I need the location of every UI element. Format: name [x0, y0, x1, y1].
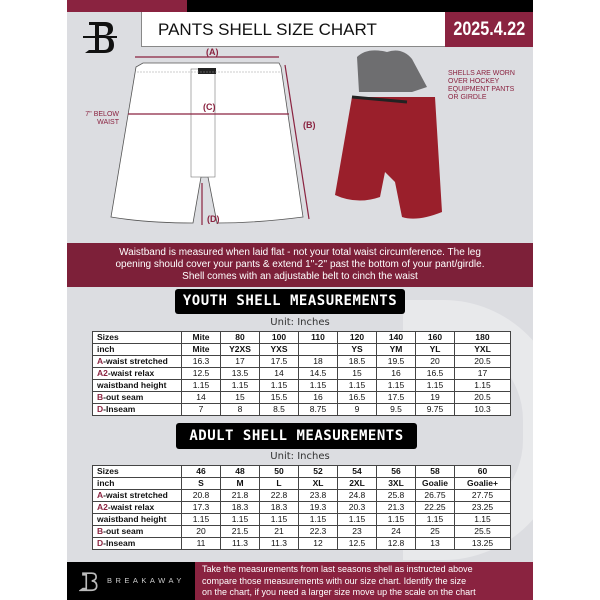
- row-label: [93, 368, 182, 380]
- table-row: [93, 514, 511, 526]
- table-row: [93, 380, 511, 392]
- table-cell: 14: [182, 392, 221, 404]
- footer-instructions: [195, 562, 533, 600]
- table-cell: 22.8: [260, 490, 299, 502]
- youth-unit-label: Unit: Inches: [270, 317, 330, 328]
- table-cell: 27.75: [455, 490, 511, 502]
- date-text: 2025.4.22: [453, 19, 525, 40]
- table-cell: 1.15: [455, 514, 511, 526]
- table-cell: 14.5: [299, 368, 338, 380]
- table-row: [93, 332, 511, 344]
- table-cell: 12: [299, 538, 338, 550]
- measure-letter: A: [97, 490, 104, 500]
- below-waist-note: 7'' BELOW WAIST: [85, 111, 119, 126]
- top-black-bar: [187, 0, 533, 12]
- table-cell: 20.3: [338, 502, 377, 514]
- table-cell: 20.8: [182, 490, 221, 502]
- table-cell: 17.5: [260, 356, 299, 368]
- table-cell: 1.15: [260, 380, 299, 392]
- footer-line: on the chart, if you need a larger size move up the scale on the chart: [202, 587, 476, 597]
- table-cell: 11: [182, 538, 221, 550]
- table-cell: 1.15: [416, 514, 455, 526]
- table-cell: 19.5: [377, 356, 416, 368]
- table-cell: 16.5: [416, 368, 455, 380]
- table-cell: 16: [299, 392, 338, 404]
- table-cell: 25.5: [455, 526, 511, 538]
- page-title: PANTS SHELL SIZE CHART: [158, 20, 377, 39]
- adult-size-table: [92, 465, 511, 550]
- table-cell: 23.25: [455, 502, 511, 514]
- table-cell: 160: [416, 332, 455, 344]
- table-cell: Mite: [182, 344, 221, 356]
- row-label: [93, 490, 182, 502]
- label-b: (B): [303, 120, 316, 130]
- table-cell: 16.3: [182, 356, 221, 368]
- table-row: [93, 490, 511, 502]
- row-label-text: -Inseam: [103, 538, 136, 548]
- row-label-text: waistband height: [97, 514, 167, 524]
- row-label-text: -Inseam: [103, 404, 136, 414]
- table-cell: 22.25: [416, 502, 455, 514]
- table-cell: 25.8: [377, 490, 416, 502]
- table-row: [93, 466, 511, 478]
- table-cell: 2XL: [338, 478, 377, 490]
- label-a: (A): [206, 47, 219, 57]
- table-cell: 18.3: [221, 502, 260, 514]
- table-cell: 21: [260, 526, 299, 538]
- youth-section-title: YOUTH SHELL MEASUREMENTS: [175, 289, 405, 314]
- title-box: [141, 12, 445, 47]
- banner-line: opening should cover your pants & extend 1''-2'' past the bottom of your pant/girdle.: [115, 259, 485, 270]
- table-cell: 110: [299, 332, 338, 344]
- table-cell: 48: [221, 466, 260, 478]
- table-row: [93, 368, 511, 380]
- table-cell: 1.15: [299, 514, 338, 526]
- table-cell: 21.5: [221, 526, 260, 538]
- row-label: [93, 344, 182, 356]
- row-label-text: Sizes: [97, 332, 119, 342]
- row-label: [93, 514, 182, 526]
- table-cell: Y2XS: [221, 344, 260, 356]
- table-cell: YXL: [455, 344, 511, 356]
- adult-unit-label: Unit: Inches: [270, 451, 330, 462]
- table-cell: 1.15: [221, 514, 260, 526]
- table-row: [93, 478, 511, 490]
- row-label: [93, 526, 182, 538]
- table-cell: Goalie+: [455, 478, 511, 490]
- table-cell: 12.5: [338, 538, 377, 550]
- table-cell: 8: [221, 404, 260, 416]
- row-label: [93, 356, 182, 368]
- row-label-text: inch: [97, 478, 115, 488]
- table-cell: YM: [377, 344, 416, 356]
- table-cell: 19: [416, 392, 455, 404]
- table-row: [93, 526, 511, 538]
- table-cell: 21.3: [377, 502, 416, 514]
- table-cell: 1.15: [299, 380, 338, 392]
- table-cell: 1.15: [182, 380, 221, 392]
- table-cell: YXS: [260, 344, 299, 356]
- table-cell: 20: [182, 526, 221, 538]
- table-cell: 21.8: [221, 490, 260, 502]
- measure-letter: D: [97, 538, 104, 548]
- row-label: [93, 404, 182, 416]
- table-cell: 60: [455, 466, 511, 478]
- table-cell: 23: [338, 526, 377, 538]
- table-cell: 3XL: [377, 478, 416, 490]
- table-cell: 23.8: [299, 490, 338, 502]
- row-label-text: -out seam: [103, 392, 144, 402]
- row-label-text: -out seam: [103, 526, 144, 536]
- table-cell: Mite: [182, 332, 221, 344]
- table-cell: 140: [377, 332, 416, 344]
- table-cell: 14: [260, 368, 299, 380]
- table-cell: 120: [338, 332, 377, 344]
- table-cell: 180: [455, 332, 511, 344]
- shell-note: SHELLS ARE WORN OVER HOCKEY EQUIPMENT PANTS OR GIRDLE: [448, 70, 515, 101]
- row-label: [93, 478, 182, 490]
- table-cell: 11.3: [221, 538, 260, 550]
- row-label-text: -waist stretched: [103, 356, 168, 366]
- table-cell: 18.5: [338, 356, 377, 368]
- table-cell: YS: [338, 344, 377, 356]
- top-accent-bar: [67, 0, 187, 12]
- row-label: [93, 538, 182, 550]
- diagram: [67, 47, 533, 243]
- table-cell: 1.15: [377, 380, 416, 392]
- banner-line: Shell comes with an adjustable belt to cinch the waist: [182, 271, 418, 282]
- table-cell: 20: [416, 356, 455, 368]
- table-cell: 13.5: [221, 368, 260, 380]
- table-row: [93, 404, 511, 416]
- row-label-text: waistband height: [97, 380, 167, 390]
- table-cell: 52: [299, 466, 338, 478]
- table-cell: 15: [338, 368, 377, 380]
- table-cell: 12.5: [182, 368, 221, 380]
- table-cell: 46: [182, 466, 221, 478]
- brand-name: BREAKAWAY: [107, 576, 185, 585]
- table-cell: 7: [182, 404, 221, 416]
- table-cell: 80: [221, 332, 260, 344]
- table-cell: 24: [377, 526, 416, 538]
- table-cell: 18.3: [260, 502, 299, 514]
- table-cell: 8.75: [299, 404, 338, 416]
- breakaway-logo-icon: [79, 571, 99, 593]
- table-cell: L: [260, 478, 299, 490]
- measure-letter: B: [97, 392, 104, 402]
- table-cell: 18: [299, 356, 338, 368]
- measure-letter: A2: [97, 502, 108, 512]
- table-cell: 100: [260, 332, 299, 344]
- table-cell: 17: [221, 356, 260, 368]
- table-cell: 19.3: [299, 502, 338, 514]
- table-cell: 54: [338, 466, 377, 478]
- table-cell: 12.8: [377, 538, 416, 550]
- table-cell: S: [182, 478, 221, 490]
- table-cell: 56: [377, 466, 416, 478]
- youth-size-table: [92, 331, 511, 416]
- table-cell: 20.5: [455, 356, 511, 368]
- table-cell: 1.15: [455, 380, 511, 392]
- measure-letter: B: [97, 526, 104, 536]
- row-label: [93, 392, 182, 404]
- measurement-info-banner: [67, 243, 533, 287]
- table-cell: 22.3: [299, 526, 338, 538]
- table-row: [93, 502, 511, 514]
- table-cell: 58: [416, 466, 455, 478]
- table-cell: 20.5: [455, 392, 511, 404]
- measure-letter: A: [97, 356, 104, 366]
- footer-brand: [67, 562, 195, 600]
- table-cell: YL: [416, 344, 455, 356]
- table-cell: 1.15: [338, 380, 377, 392]
- table-cell: 26.75: [416, 490, 455, 502]
- row-label-text: -waist relax: [107, 368, 155, 378]
- row-label-text: -waist stretched: [103, 490, 168, 500]
- table-cell: 11.3: [260, 538, 299, 550]
- footer-line: Take the measurements from last seasons shell as instructed above: [202, 564, 473, 574]
- table-row: [93, 344, 511, 356]
- table-cell: XL: [299, 478, 338, 490]
- measure-letter: A2: [97, 368, 108, 378]
- table-cell: 15.5: [260, 392, 299, 404]
- row-label: [93, 332, 182, 344]
- label-c: (C): [203, 102, 216, 112]
- table-row: [93, 392, 511, 404]
- footer-line: compare those measurements with our size chart. Identify the size: [202, 575, 467, 586]
- table-cell: 1.15: [182, 514, 221, 526]
- table-cell: 1.15: [260, 514, 299, 526]
- row-label: [93, 502, 182, 514]
- table-cell: 1.15: [377, 514, 416, 526]
- table-cell: 9: [338, 404, 377, 416]
- table-cell: 25: [416, 526, 455, 538]
- table-cell: 10.3: [455, 404, 511, 416]
- row-label-text: -waist relax: [107, 502, 155, 512]
- date-badge: [445, 12, 533, 47]
- table-row: [93, 356, 511, 368]
- size-chart-page: [67, 0, 533, 600]
- row-label-text: inch: [97, 344, 115, 354]
- table-cell: 24.8: [338, 490, 377, 502]
- table-cell: 17.3: [182, 502, 221, 514]
- table-cell: Goalie: [416, 478, 455, 490]
- table-cell: 13: [416, 538, 455, 550]
- table-cell: 17.5: [377, 392, 416, 404]
- table-cell: 8.5: [260, 404, 299, 416]
- row-label: [93, 466, 182, 478]
- table-cell: 15: [221, 392, 260, 404]
- table-cell: 13.25: [455, 538, 511, 550]
- banner-line: Waistband is measured when laid flat - not your total waist circumference. The leg: [119, 247, 481, 258]
- table-cell: 9.5: [377, 404, 416, 416]
- table-cell: M: [221, 478, 260, 490]
- table-cell: 17: [455, 368, 511, 380]
- measure-letter: D: [97, 404, 104, 414]
- table-cell: 16.5: [338, 392, 377, 404]
- table-cell: 9.75: [416, 404, 455, 416]
- adult-section-title: ADULT SHELL MEASUREMENTS: [176, 423, 417, 449]
- label-d: (D): [207, 214, 220, 224]
- table-cell: 16: [377, 368, 416, 380]
- row-label-text: Sizes: [97, 466, 119, 476]
- table-row: [93, 538, 511, 550]
- footer: [67, 562, 533, 600]
- table-cell: 1.15: [416, 380, 455, 392]
- table-cell: [299, 344, 338, 356]
- table-cell: 1.15: [338, 514, 377, 526]
- row-label: [93, 380, 182, 392]
- table-cell: 50: [260, 466, 299, 478]
- table-cell: 1.15: [221, 380, 260, 392]
